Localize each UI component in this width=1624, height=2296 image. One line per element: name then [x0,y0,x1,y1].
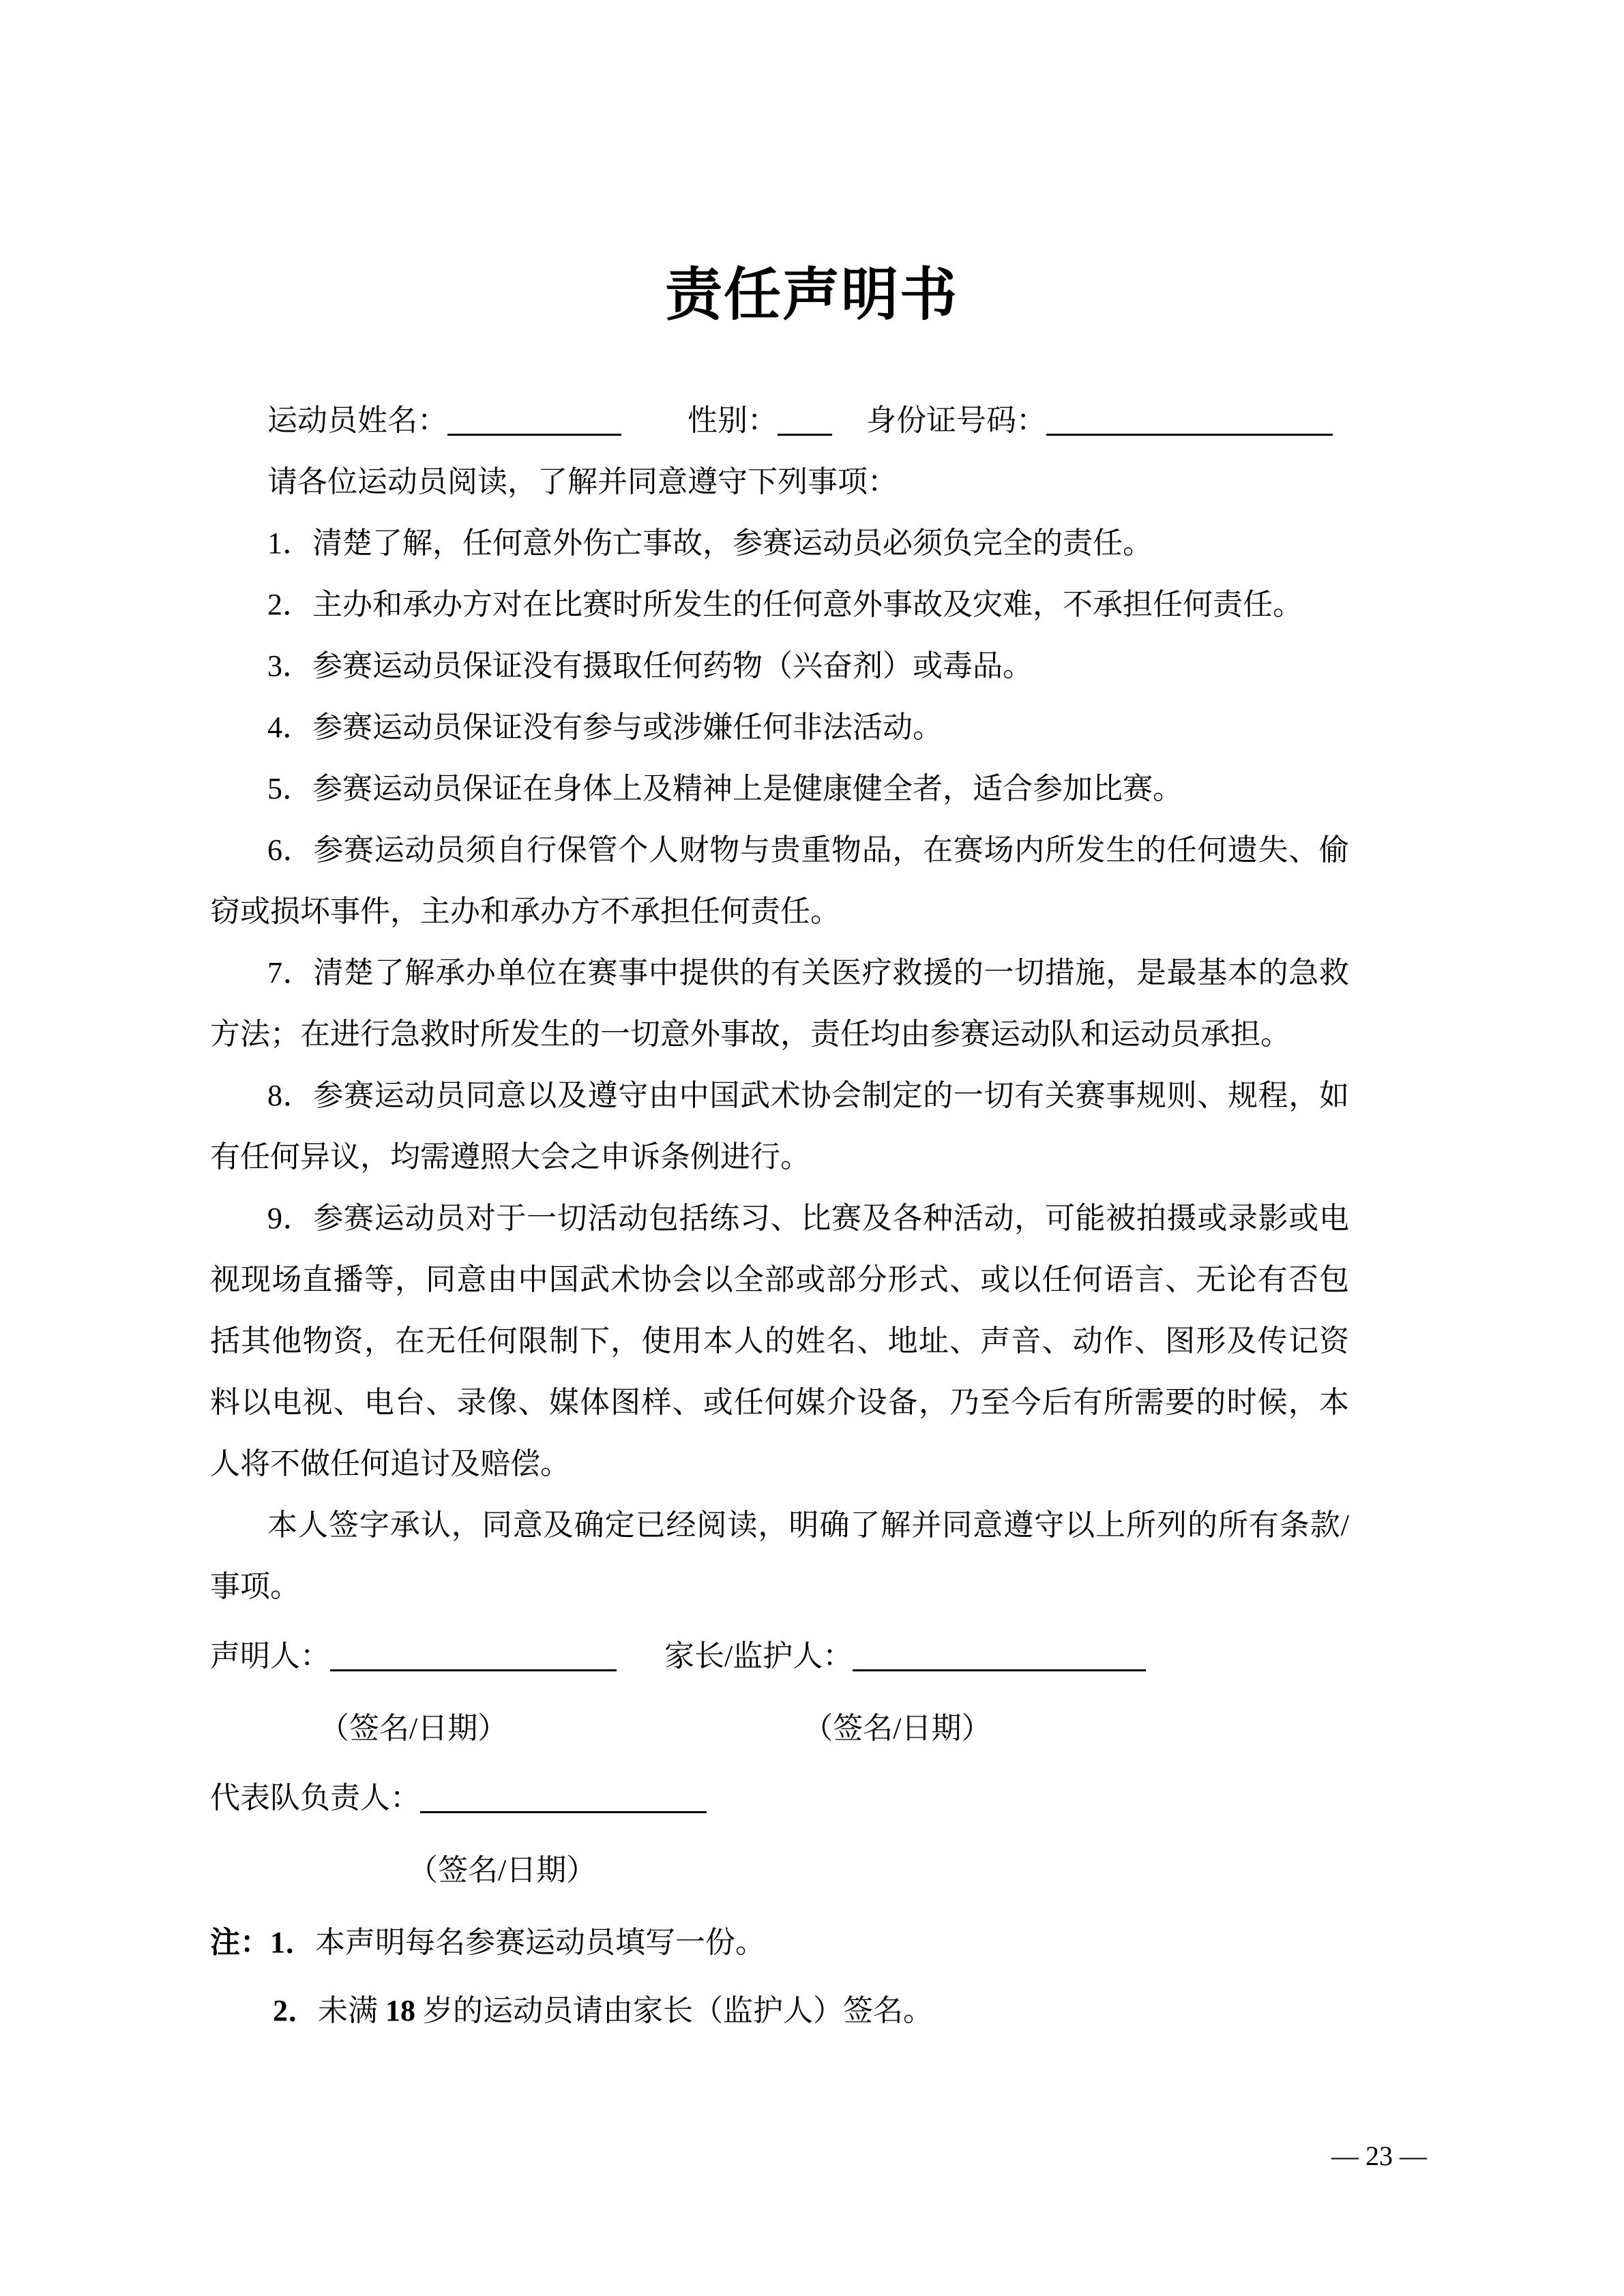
intro-text: 请各位运动员阅读，了解并同意遵守下列事项： [267,465,898,498]
note-text: 岁的运动员请由家长（监护人）签名。 [415,1994,933,2027]
athlete-name-blank [447,406,621,436]
statement-item: 6．参赛运动员须自行保管个人财物与贵重物品，在赛场内所发生的任何遗失、偷窃或损坏事件，主办和承办方不承担任何责任。 [210,833,1349,928]
athlete-name-label: 运动员姓名： [267,404,447,437]
guardian-signature-blank [853,1642,1146,1671]
sign-date-hint: （签名/日期） [818,1712,992,1745]
sign-date-hint: （签名/日期） [408,1853,597,1887]
team-leader-row [210,1768,1349,1829]
sign-date-hint: （签名/日期） [319,1712,508,1745]
declarant-label: 声明人： [210,1639,330,1673]
closing-paragraph: 本人签字承认，同意及确定已经阅读，明确了解并同意遵守以上所列的所有条款/事项。 [210,1508,1349,1603]
note-text: 本声明每名参赛运动员填写一份。 [315,1926,765,1959]
statement-item: 3．参赛运动员保证没有摄取任何药物（兴奋剂）或毒品。 [267,649,1033,683]
page-number: — 23 — [1331,2141,1427,2171]
signature-row [210,1626,1349,1687]
statement-item: 8．参赛运动员同意以及遵守由中国武术协会制定的一切有关赛事规则、规程，如有任何异议，均需遵照大会之申诉条例进行。 [210,1079,1349,1174]
page-title: 责任声明书 [664,264,958,327]
statement-item: 5．参赛运动员保证在身体上及精神上是健康健全者，适合参加比赛。 [267,772,1183,805]
gender-blank [778,406,832,436]
sign-date-hint-row [210,1698,1349,1759]
note-text: 未满 [318,1994,385,2027]
declarant-signature-blank [330,1642,617,1671]
id-number-label: 身份证号码： [866,404,1046,437]
athlete-info-line [210,390,1349,451]
statement-item: 2．主办和承办方对在比赛时所发生的任何意外事故及灾难，不承担任何责任。 [267,588,1303,621]
document-content [210,0,1349,2042]
statement-item: 9．参赛运动员对于一切活动包括练习、比赛及各种活动，可能被拍摄或录影或电视现场直播等，同意由中国武术协会以全部或部分形式、或以任何语言、无论有否包括其他物资，在无任何限制下，使用本人的姓名、地址、声音、动作、图形及传记资料以电视、电台、录像、媒体图样、或任何媒介设备，乃至今后有所需要的时候，本人将不做任何追讨及赔偿。 [210,1202,1349,1480]
statement-item: 4．参赛运动员保证没有参与或涉嫌任何非法活动。 [267,711,943,744]
team-leader-label: 代表队负责人： [210,1781,420,1815]
note-number: 1． [270,1926,315,1959]
note-number: 2． [273,1994,318,2027]
note-prefix: 注： [210,1926,270,1959]
gender-label: 性别： [688,404,778,437]
guardian-label: 家长/监护人： [664,1639,853,1673]
id-number-blank [1046,406,1333,436]
note-line-2 [210,1980,1349,2042]
statement-item: 1．清楚了解，任何意外伤亡事故，参赛运动员必须负完全的责任。 [267,526,1153,560]
team-leader-signature-blank [420,1784,707,1813]
team-leader-hint-row [210,1840,1349,1901]
note-line-1 [210,1912,1349,1973]
statement-item: 7．清楚了解承办单位在赛事中提供的有关医疗救援的一切措施，是最基本的急救方法；在进行急救时所发生的一切意外事故，责任均由参赛运动队和运动员承担。 [210,956,1349,1051]
note-age-value: 18 [385,1994,415,2027]
